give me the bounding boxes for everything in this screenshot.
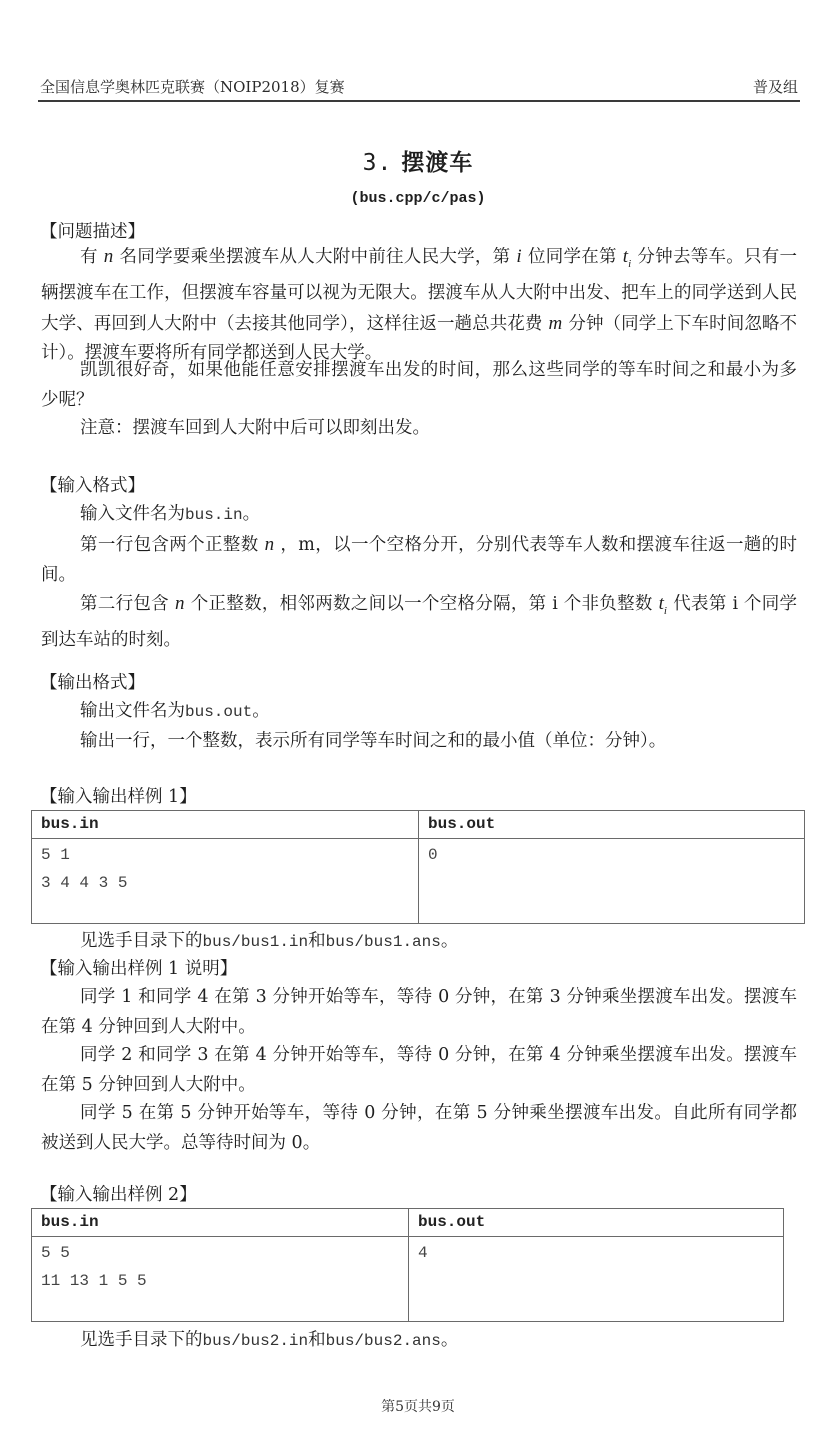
sample-output-cell: 4 — [409, 1237, 784, 1322]
problem-description-p3: 注意：摆渡车回到人大附中后可以即刻出发。 — [80, 418, 430, 438]
sample-input-cell: 5 1 3 4 4 3 5 — [32, 839, 419, 924]
sample1-heading: 【输入输出样例 1】 — [40, 787, 197, 807]
sample2-heading: 【输入输出样例 2】 — [40, 1185, 197, 1205]
sample1-table — [31, 810, 805, 924]
sample1-explanation-p1: 同学 1 和同学 4 在第 3 分钟开始等车，等待 0 分钟，在第 3 分钟乘坐摆渡车出发。摆渡车在第 4 分钟回到人大附中。 — [41, 987, 797, 1037]
output-format-p2: 输出一行，一个整数，表示所有同学等车时间之和的最小值（单位：分钟）。 — [80, 731, 667, 751]
input-format-p3: 第二行包含 n 个正整数，相邻两数之间以一个空格分隔，第 i 个非负整数 $t_i$ 代表第 i 个同学到达车站的时刻。 — [41, 593, 797, 651]
column-header-output: bus.out — [419, 811, 805, 839]
problem-description-p1: 有 n 名同学要乘坐摆渡车从人大附中前往人民大学，第 i 位同学在第 $t_i$ 分钟去等车。只有一辆摆渡车在工作，但摆渡车容量可以视为无限大。摆渡车从人大附中出发、把车上的同学送到人民大学、再回到人大附中（去接其他同学），这样往返一趟总共花费 m 分钟（同学上下车时间忽略不计）。摆渡车要将所有同学都送到人民大学。 — [41, 246, 798, 364]
column-header-output: bus.out — [409, 1209, 784, 1237]
table-row — [32, 1237, 784, 1322]
sample1-note: 见选手目录下的bus/bus1.in和bus/bus1.ans。 — [80, 931, 459, 951]
problem-title — [0, 144, 816, 177]
input-format-heading: 【输入格式】 — [40, 476, 145, 496]
table-header-row — [32, 811, 805, 839]
sample1-explanation-heading: 【输入输出样例 1 说明】 — [40, 959, 238, 979]
source-files: (bus.cpp/c/pas) — [350, 190, 486, 207]
problem-number: 3. — [362, 150, 393, 176]
output-format-p1: 输出文件名为bus.out。 — [80, 701, 270, 721]
input-format-p1: 输入文件名为bus.in。 — [80, 504, 261, 524]
contest-name: 全国信息学奥林匹克联赛（NOIP2018）复赛 — [40, 78, 345, 96]
problem-name: 摆渡车 — [401, 149, 474, 176]
problem-description-heading: 【问题描述】 — [40, 222, 145, 242]
table-header-row — [32, 1209, 784, 1237]
output-format-heading: 【输出格式】 — [40, 673, 145, 693]
group-name: 普及组 — [752, 78, 798, 96]
sample2-table — [31, 1208, 784, 1322]
sample-input-cell: 5 5 11 13 1 5 5 — [32, 1237, 409, 1322]
input-format-p2: 第一行包含两个正整数 n ，m，以一个空格分开，分别代表等车人数和摆渡车往返一趟的时间。 — [41, 534, 798, 585]
page-header — [38, 74, 800, 102]
page-number: 第5页共9页 — [381, 1399, 455, 1415]
column-header-input: bus.in — [32, 811, 419, 839]
sample2-note: 见选手目录下的bus/bus2.in和bus/bus2.ans。 — [80, 1330, 459, 1350]
table-row — [32, 839, 805, 924]
problem-description-p2: 凯凯很好奇，如果他能任意安排摆渡车出发的时间，那么这些同学的等车时间之和最小为多少呢？ — [41, 360, 797, 410]
sample1-explanation-p3: 同学 5 在第 5 分钟开始等车，等待 0 分钟，在第 5 分钟乘坐摆渡车出发。自此所有同学都被送到人民大学。总等待时间为 0。 — [41, 1103, 797, 1153]
column-header-input: bus.in — [32, 1209, 409, 1237]
sample-output-cell: 0 — [419, 839, 805, 924]
sample1-explanation-p2: 同学 2 和同学 3 在第 4 分钟开始等车，等待 0 分钟，在第 4 分钟乘坐摆渡车出发。摆渡车在第 5 分钟回到人大附中。 — [41, 1045, 797, 1095]
